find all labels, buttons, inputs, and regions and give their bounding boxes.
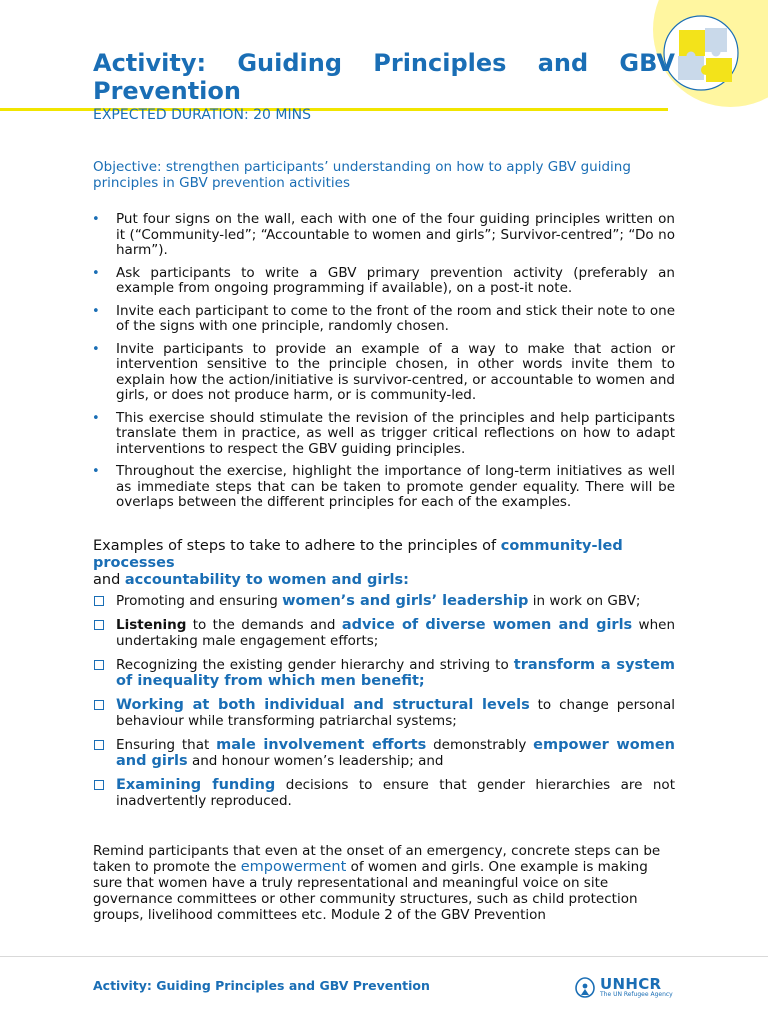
- unhcr-logo: [572, 975, 673, 999]
- checklist-item: Promoting and ensuring women’s and girls’ leadership in work on GBV;: [93, 593, 675, 609]
- unhcr-emblem-icon: [572, 975, 598, 999]
- logo-wordmark: UNHCR: [600, 974, 662, 993]
- checkbox-icon: [94, 700, 104, 710]
- checklist-item: Ensuring that male involvement efforts demonstrably empower women and girls and honour women’s leadership; and: [93, 737, 675, 769]
- example-steps-list: [93, 593, 675, 817]
- footer-title: Activity: Guiding Principles and GBV Prevention: [93, 978, 430, 993]
- bullet-icon: •: [92, 212, 100, 227]
- checkbox-icon: [94, 620, 104, 630]
- bullet-icon: •: [92, 410, 100, 426]
- checklist-item: Examining funding decisions to ensure that gender hierarchies are not inadvertently reproduced.: [93, 777, 675, 809]
- page-title: [93, 49, 675, 105]
- checkbox-icon: [94, 740, 104, 750]
- bullet-icon: •: [92, 303, 100, 319]
- list-item: • Throughout the exercise, highlight the importance of long-term initiatives as well as immediate steps that can be taken to promote gender equality. There will be overlaps between the different principles for each of the examples.: [92, 463, 675, 510]
- list-item: • Ask participants to write a GBV primary prevention activity (preferably an example from ongoing programming if available), on a post-it note.: [92, 264, 675, 296]
- bullet-icon: •: [92, 265, 100, 281]
- list-item: • Put four signs on the wall, each with one of the four guiding principles written on it (“Community-led”; “Accountable to women and girls”; Survivor-centred”; “Do no harm”).: [92, 211, 675, 258]
- footer-rule: [0, 956, 768, 957]
- checkbox-icon: [94, 660, 104, 670]
- examples-heading: Examples of steps to take to adhere to the principles of community-led processes and accountability to women and girls:: [93, 538, 623, 588]
- checklist-item: Working at both individual and structural levels to change personal behaviour while transforming patriarchal systems;: [93, 697, 675, 729]
- list-item: • Invite participants to provide an example of a way to make that action or intervention sensitive to the principle chosen, in other words invite them to explain how the action/initiative is survivor-centred, or accountable to women and girls, or does not produce harm, or is community-led.: [92, 340, 675, 403]
- list-item: • This exercise should stimulate the revision of the principles and help participants translate them in practice, as well as trigger critical reflections on how to adapt interventions to respect the GBV guiding principles.: [92, 409, 675, 457]
- list-item: • Invite each participant to come to the front of the room and stick their note to one of the signs with one principle, randomly chosen.: [92, 302, 675, 334]
- bullet-icon: •: [92, 341, 100, 357]
- title-line-1: Activity: Guiding Principles and GBV: [93, 49, 675, 77]
- objective: Objective: strengthen participants’ understanding on how to apply GBV guiding principles in GBV prevention activities: [93, 159, 631, 191]
- remind-paragraph: Remind participants that even at the onset of an emergency, concrete steps can be taken to promote the empowerment of women and girls. One example is making sure that women have a truly representational and meaningful voice on site governance committees or other community structures, such as child protection groups, livelihood committees etc. Module 2 of the GBV Prevention: [93, 843, 661, 923]
- checklist-item: Listening to the demands and advice of diverse women and girls when undertaking male engagement efforts;: [93, 617, 675, 649]
- bullet-icon: •: [92, 464, 100, 479]
- checklist-item: Recognizing the existing gender hierarchy and striving to transform a system of inequality from which men benefit;: [93, 657, 675, 689]
- checkbox-icon: [94, 596, 104, 606]
- title-line-2: Prevention: [93, 77, 241, 105]
- activity-steps: [93, 212, 675, 518]
- checkbox-icon: [94, 780, 104, 790]
- logo-tagline: The UN Refugee Agency: [600, 990, 673, 998]
- expected-duration: EXPECTED DURATION: 20 MINS: [93, 107, 311, 123]
